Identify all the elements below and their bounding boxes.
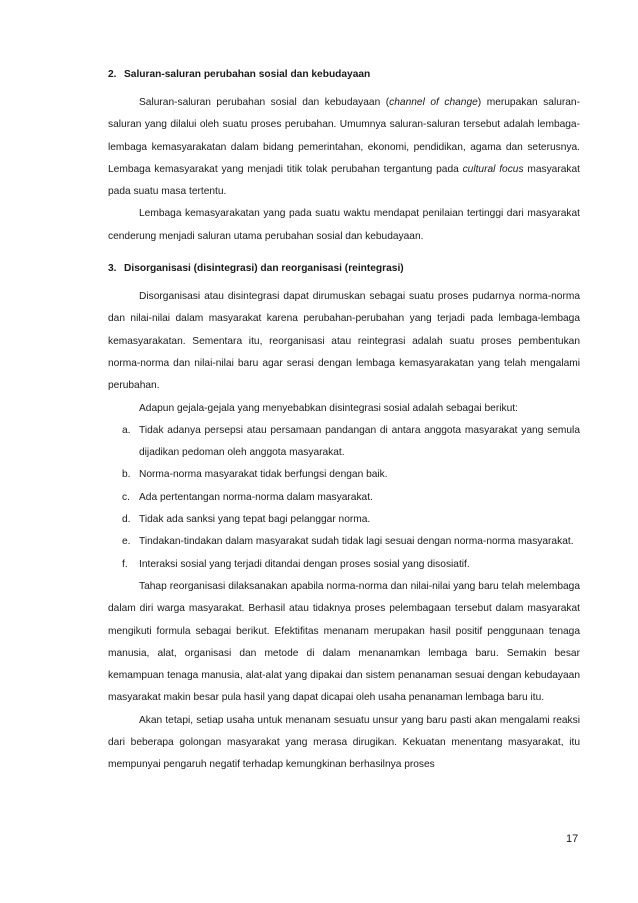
list-marker: c. [122,491,130,503]
list-item [108,487,580,509]
section-3-heading [108,260,580,278]
list-item-text: Tindakan-tindakan dalam masyarakat sudah tidak lagi sesuai dengan norma-norma masyarakat. [139,536,574,548]
list-item-text: Tidak ada sanksi yang tepat bagi pelanggar norma. [139,514,371,526]
list-marker: b. [122,469,131,481]
list-item [108,509,580,531]
disintegration-symptoms-list [108,420,580,576]
section-3-paragraph-3: Tahap reorganisasi dilaksanakan apabila norma-norma dan nilai-nilai yang baru telah melembaga dalam diri warga masyarakat. Berhasil atau tidaknya proses pelembagaan tersebut dalam masyarakat mengikuti formula sebagai berikut. Efektifitas menanam merupakan hasil positif penggunaan tenaga manusia, alat, organisasi dan metode di dalam menanamkan lembaga baru. Semakin besar kemampuan tenaga manusia, alat-alat yang dipakai dan sistem penanaman sesuai dengan kebudayaan masyarakat makin besar pula hasil yang dapat dicapai oleh usaha penanaman lembaga baru itu. [108,580,580,704]
section-3-number: 3. [108,263,117,275]
section-2-paragraph-1 [108,92,580,203]
section-2-paragraph-2: Lembaga kemasyarakatan yang pada suatu waktu mendapat penilaian tertinggi dari masyarakat cenderung menjadi saluran utama perubahan sosial dan kebudayaan. [108,208,580,242]
section-2-heading [108,66,580,84]
list-item [108,420,580,465]
list-item-text: Interaksi sosial yang terjadi ditandai dengan proses sosial yang disosiatif. [139,558,470,570]
list-item-text: Ada pertentangan norma-norma dalam masyarakat. [139,491,373,503]
list-item-text: Norma-norma masyarakat tidak berfungsi dengan baik. [139,469,388,481]
section-2-number: 2. [108,69,117,80]
page-content [108,66,580,777]
section-3-title: Disorganisasi (disintegrasi) dan reorganisasi (reintegrasi) [124,263,404,275]
list-item [108,554,580,576]
italic-term: channel of change [389,97,478,108]
paragraph-text: masyarakat pada suatu masa tertentu. [108,163,580,198]
list-item-text: Tidak adanya persepsi atau persamaan pandangan di antara anggota masyarakat yang semula dijadikan pedoman oleh anggota masyarakat. [139,424,580,459]
section-2-title: Saluran-saluran perubahan sosial dan kebudayaan [124,69,371,80]
italic-term: cultural focus [462,163,524,175]
list-marker: f. [122,558,128,570]
page-number: 17 [566,833,579,845]
paragraph-text: ) merupakan saluran-saluran yang dilalui oleh suatu proses perubahan. Umumnya saluran-saluran tersebut adalah lembaga-lembaga kemasyarakatan dalam bidang pemerintahan, ekonomi, pendidikan, agama dan seterusnya. Lembaga kemasyarakat yang menjadi titik tolak perubahan tergantung pada [108,97,580,175]
list-item [108,464,580,486]
list-marker: a. [122,424,131,436]
list-marker: e. [122,536,131,548]
list-item [108,531,580,553]
paragraph-text: Saluran-saluran perubahan sosial dan kebudayaan ( [139,97,390,108]
section-3-paragraph-1: Disorganisasi atau disintegrasi dapat dirumuskan sebagai suatu proses pudarnya norma-norma dan nilai-nilai dalam masyarakat karena perubahan-perubahan yang terjadi pada lembaga-lembaga kemasyarakatan. Sementara itu, reorganisasi atau reintegrasi adalah suatu proses pembentukan norma-norma dan nilai-nilai baru agar serasi dengan lembaga kemasyarakatan yang telah mengalami perubahan. [108,291,580,392]
section-3-paragraph-4: Akan tetapi, setiap usaha untuk menanam sesuatu unsur yang baru pasti akan mengalami reaksi dari beberapa golongan masyarakat yang merasa dirugikan. Kekuatan menentang masyarakat, itu mempunyai pengaruh negatif terhadap kemungkinan berhasilnya proses [108,714,580,771]
section-3-paragraph-2: Adapun gejala-gejala yang menyebabkan disintegrasi sosial adalah sebagai berikut: [139,402,518,414]
list-marker: d. [122,514,131,526]
